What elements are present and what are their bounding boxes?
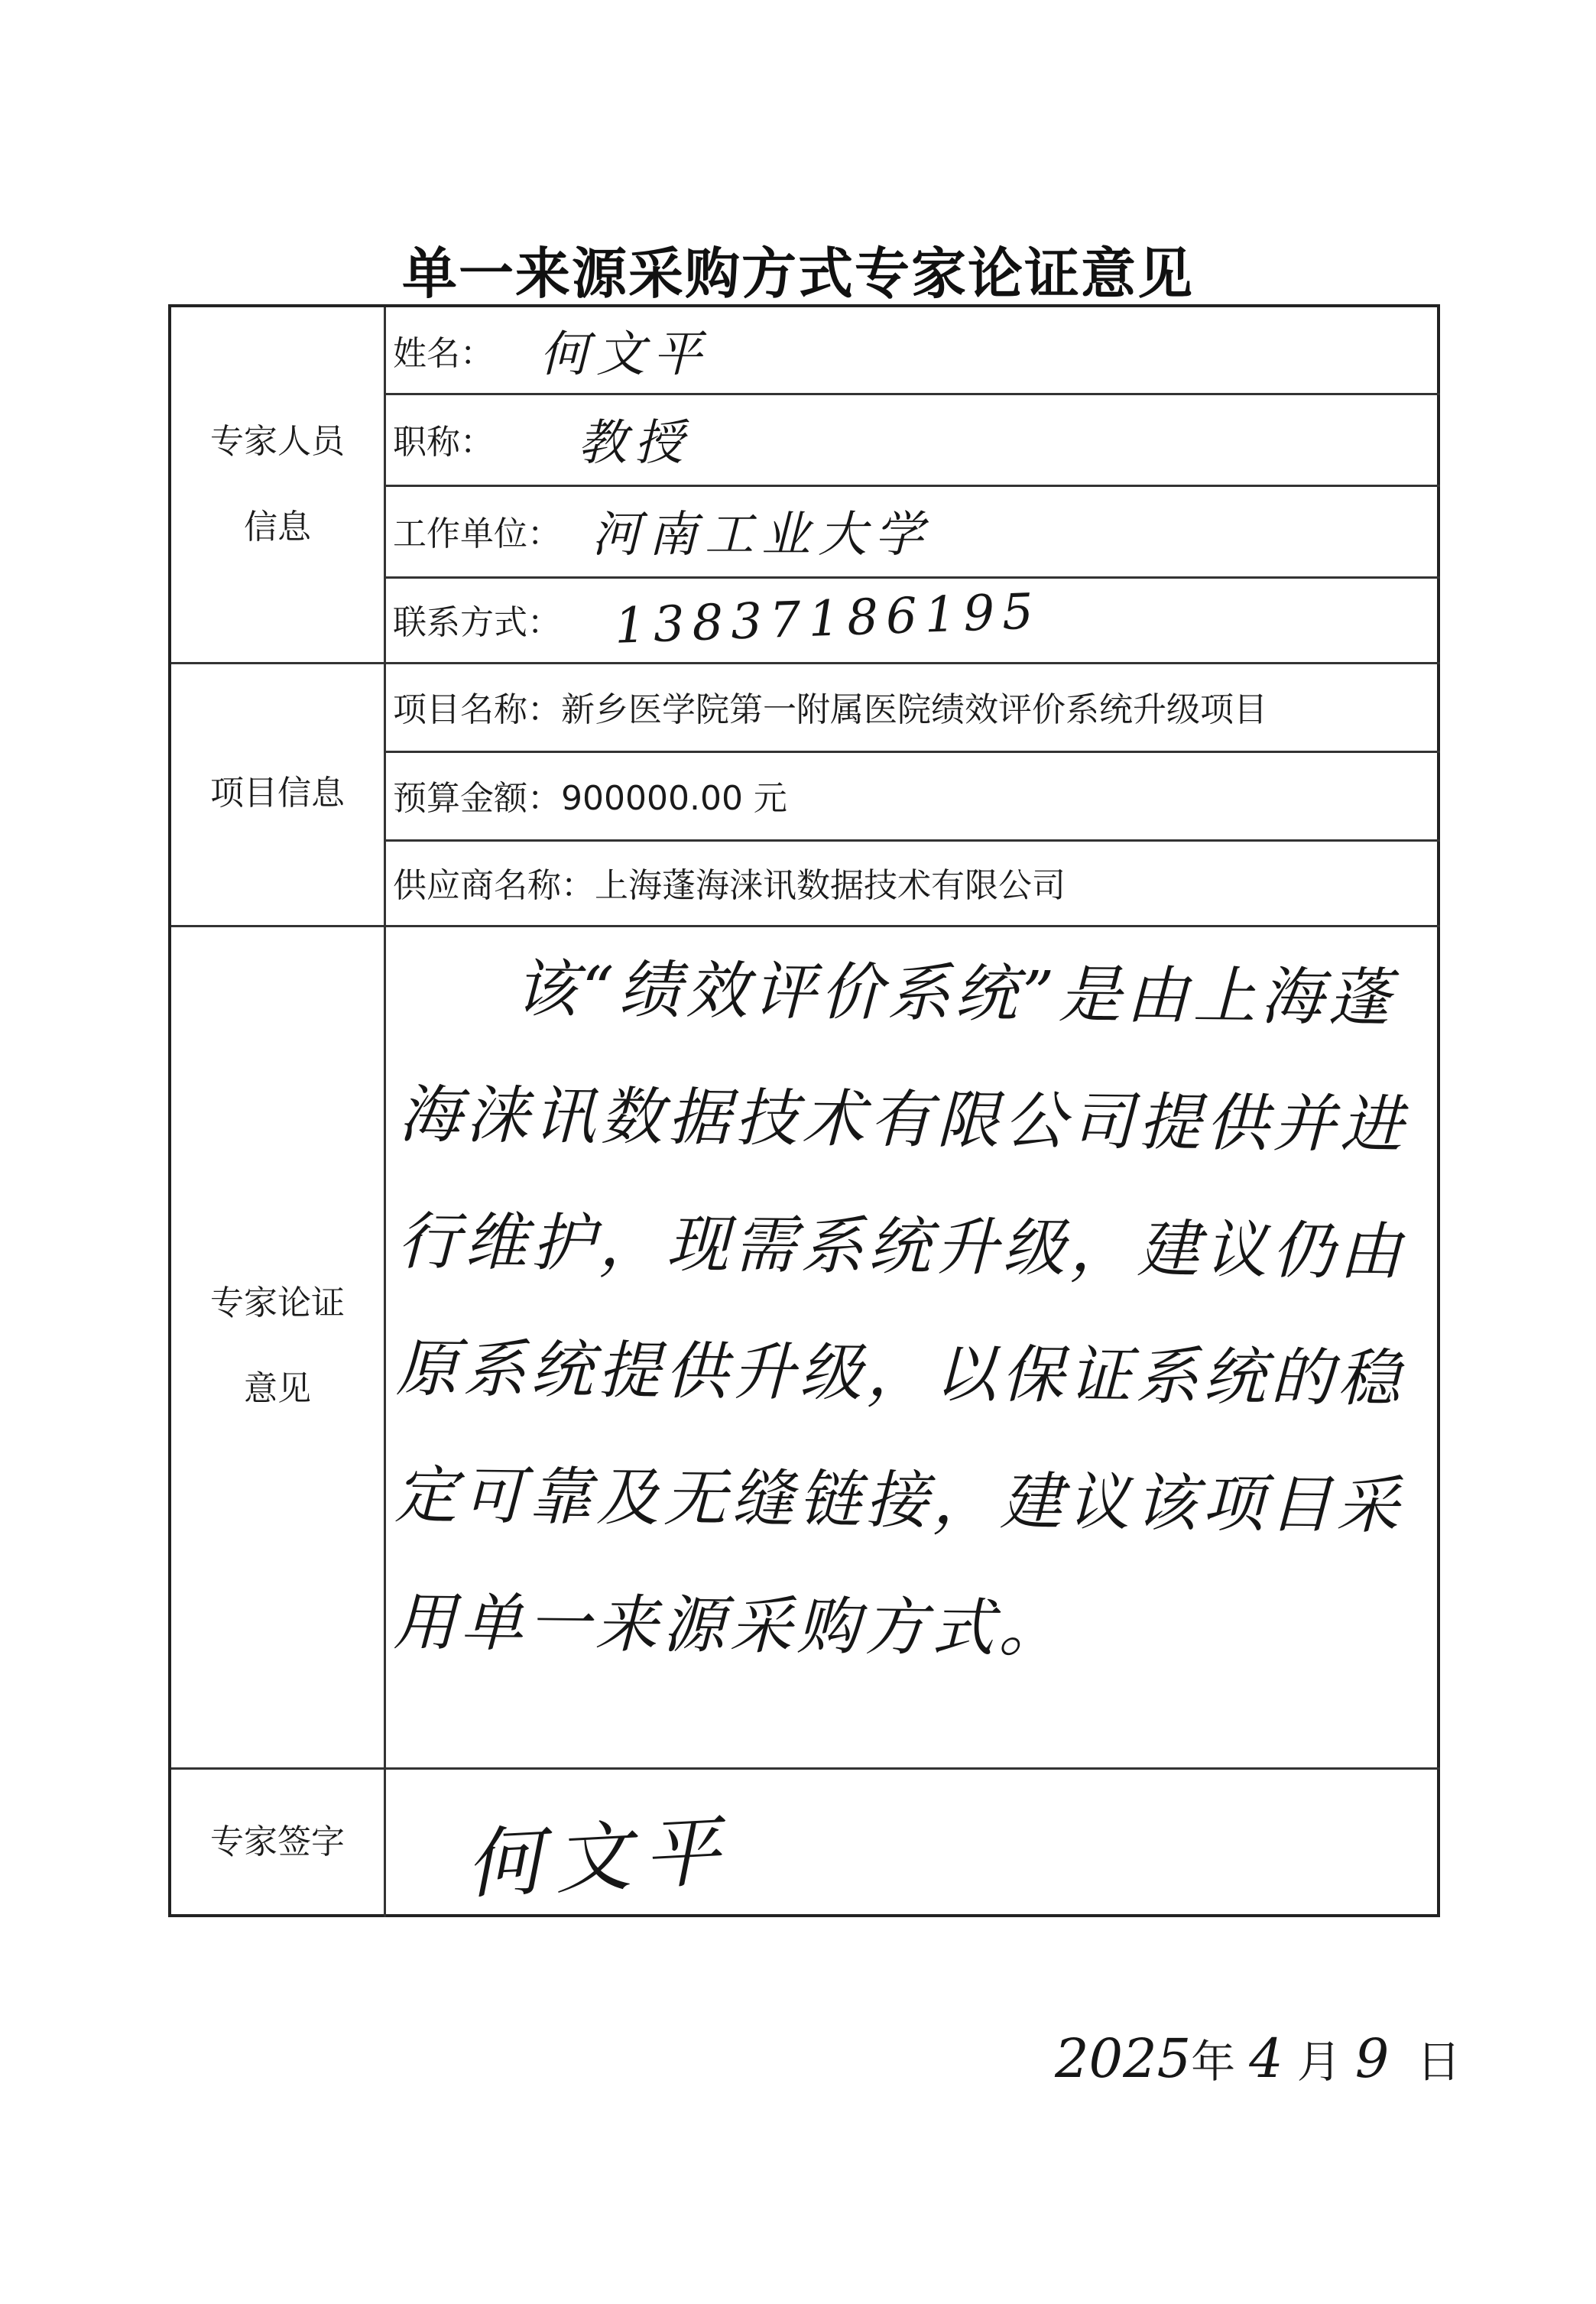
title-label: 职称： [393,423,494,462]
employer-field [393,485,931,576]
employer-value: 河南工业大学 [592,507,931,563]
opinion-label [171,925,384,1767]
date-day-unit: 日 [1416,2036,1461,2088]
date-day: 9 [1354,2027,1390,2090]
column-divider [384,307,386,1917]
opinion-label-line1: 专家论证 [210,1283,345,1322]
contact-value: 13837186195 [613,583,1043,655]
employer-label: 工作单位： [393,514,561,553]
expert-info-label-line2: 信息 [244,508,311,547]
supplier: 供应商名称：上海蓬海涞讯数据技术有限公司 [393,866,1066,905]
form-table [168,304,1440,1917]
date [1055,2026,1461,2090]
contact-field [393,576,1041,662]
supplier-field [393,839,1066,925]
project-name: 项目名称：新乡医学院第一附属医院绩效评价系统升级项目 [393,690,1267,729]
contact-label: 联系方式： [393,603,561,642]
budget: 预算金额：900000.00 元 [393,779,787,818]
date-year: 2025 [1055,2027,1192,2090]
title-field [393,393,691,485]
expert-info-label-line1: 专家人员 [210,422,345,461]
opinion-label-line2: 意见 [244,1369,311,1408]
date-month-unit: 月 [1296,2036,1341,2088]
project-info-label-text: 项目信息 [210,774,345,813]
budget-field [393,751,787,839]
expert-info-label [171,307,384,662]
signature-value: 何文平 [463,1806,735,1910]
signature-label [171,1767,384,1917]
date-year-unit: 年 [1191,2036,1236,2088]
name-value: 何文平 [540,326,709,383]
project-name-field [393,662,1267,751]
signature-label-text: 专家签字 [210,1822,345,1861]
title-value: 教授 [578,415,691,472]
name-label: 姓名： [393,334,494,373]
name-field [393,307,709,393]
project-info-label [171,662,384,925]
opinion-text: 该“绩效评价系统”是由上海蓬海涞讯数据技术有限公司提供并进行维护，现需系统升级，建议仍由原系统提供升级，以保证系统的稳定可靠及无缝链接，建议该项目采用单一来源采购方式。 [392,952,1408,1666]
date-month: 4 [1249,2027,1283,2090]
document-title: 单一来源采购方式专家论证意见 [401,242,1194,306]
